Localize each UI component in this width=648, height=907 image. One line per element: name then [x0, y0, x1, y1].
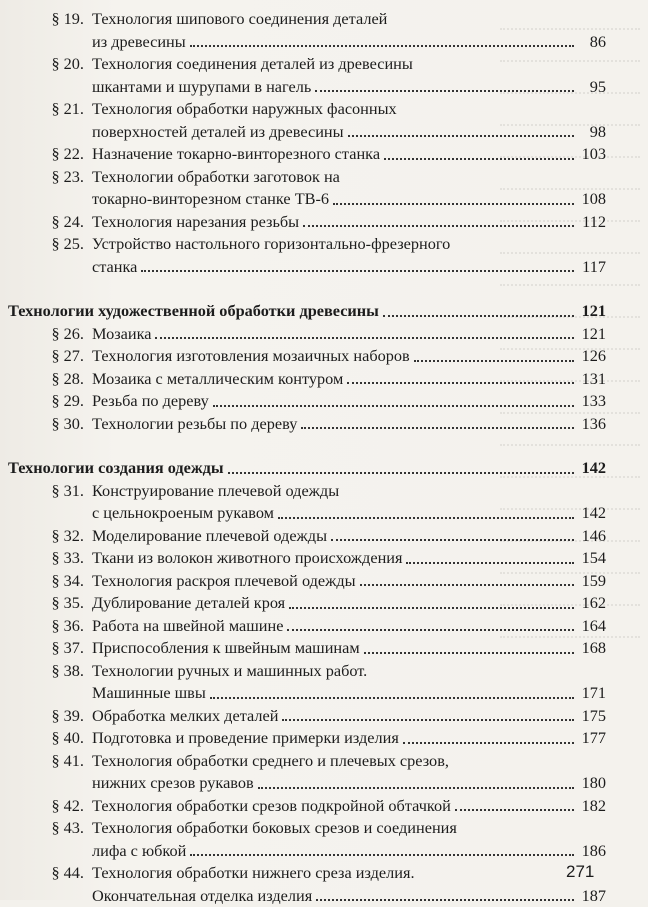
toc-entry[interactable]: [6, 795, 606, 818]
toc-section-number: § 44.: [6, 862, 92, 885]
toc-page-number: 182: [578, 795, 606, 818]
toc-section-number: § 21.: [6, 98, 92, 121]
toc-section-number: § 37.: [6, 637, 92, 660]
toc-section-number: § 28.: [6, 368, 92, 391]
toc-entry-title: Технология обработки срезов подкройной обтачкой: [92, 795, 451, 818]
leader-dots: [289, 606, 574, 609]
toc-entry-title: Технология шипового соединения деталей: [92, 8, 387, 31]
leader-dots: [364, 651, 574, 654]
toc-entry[interactable]: [6, 525, 606, 548]
toc-section-number: § 33.: [6, 547, 92, 570]
leader-dots: [348, 134, 574, 137]
toc-entry-title: Технология обработки нижнего среза изделия.: [92, 862, 415, 885]
toc-page-number: 126: [578, 345, 606, 368]
leader-dots: [190, 44, 574, 47]
toc-entry-title: Мозаика: [92, 323, 151, 346]
toc-section-heading[interactable]: [6, 300, 606, 323]
toc-page-number: 86: [578, 31, 606, 54]
toc-entry[interactable]: [6, 862, 606, 907]
leader-dots: [228, 471, 574, 474]
toc-section-number: § 42.: [6, 795, 92, 818]
toc-page-number: 103: [578, 143, 606, 166]
toc-page-number: 98: [578, 121, 606, 144]
leader-dots: [303, 224, 574, 227]
leader-dots: [190, 853, 574, 856]
toc-section-number: § 22.: [6, 143, 92, 166]
toc-page-number: 121: [578, 300, 606, 323]
toc-section-number: § 36.: [6, 615, 92, 638]
toc-entry[interactable]: [6, 547, 606, 570]
toc-entry-title: Технология изготовления мозаичных наборов: [92, 345, 410, 368]
toc-section-number: § 24.: [6, 211, 92, 234]
toc-entry-title: токарно-винторезном станке ТВ-6: [92, 188, 329, 211]
toc-entry-title: Резьба по дереву: [92, 390, 209, 413]
toc-page-number: 168: [578, 637, 606, 660]
toc-section-number: § 34.: [6, 570, 92, 593]
toc-page-number: 142: [578, 502, 606, 525]
toc-entry[interactable]: [6, 143, 606, 166]
toc-entry[interactable]: [6, 166, 606, 211]
toc-entry-title: Технологии резьбы по дереву: [92, 413, 297, 436]
toc-entry-title: Технология раскроя плечевой одежды: [92, 570, 356, 593]
toc-entry-title: Технология соединения деталей из древесины: [92, 53, 413, 76]
leader-dots: [333, 202, 574, 205]
toc-section-number: § 20.: [6, 53, 92, 76]
toc-entry-title: поверхностей деталей из древесины: [92, 121, 344, 144]
leader-dots: [287, 628, 574, 631]
leader-dots: [360, 583, 574, 586]
toc-entry-title: нижних срезов рукавов: [92, 772, 254, 795]
leader-dots: [155, 336, 574, 339]
leader-dots: [282, 718, 574, 721]
toc-section-number: § 39.: [6, 705, 92, 728]
toc-page-number: 154: [578, 547, 606, 570]
toc-entry-title: Конструирование плечевой одежды: [92, 480, 339, 503]
leader-dots: [141, 269, 574, 272]
leader-dots: [258, 786, 574, 789]
toc-entry[interactable]: [6, 53, 606, 98]
toc-entry-title: Приспособления к швейным машинам: [92, 637, 360, 660]
toc-page-number: 164: [578, 615, 606, 638]
leader-dots: [403, 741, 574, 744]
toc-entry[interactable]: [6, 637, 606, 660]
toc-entry[interactable]: [6, 211, 606, 234]
page-number: 271: [566, 862, 594, 882]
table-of-contents: [6, 8, 606, 907]
toc-entry[interactable]: [6, 727, 606, 750]
toc-entry[interactable]: [6, 98, 606, 143]
toc-page-number: 108: [578, 188, 606, 211]
leader-dots: [455, 808, 574, 811]
toc-entry-title: Технология обработки наружных фасонных: [92, 98, 397, 121]
leader-dots: [384, 157, 574, 160]
toc-entry-title: Назначение токарно-винторезного станка: [92, 143, 380, 166]
toc-page-number: 95: [578, 76, 606, 99]
toc-page-number: 175: [578, 705, 606, 728]
toc-entry-title: Мозаика с металлическим контуром: [92, 368, 343, 391]
toc-entry[interactable]: [6, 390, 606, 413]
leader-dots: [383, 314, 574, 317]
section-gap: [6, 278, 606, 300]
toc-entry-title: Технологии создания одежды: [6, 457, 224, 480]
toc-section-number: § 27.: [6, 345, 92, 368]
toc-page-number: 142: [578, 457, 606, 480]
toc-entry-title: Подготовка и проведение примерки изделия: [92, 727, 399, 750]
toc-page-number: 171: [578, 682, 606, 705]
toc-section-number: § 30.: [6, 413, 92, 436]
toc-entry[interactable]: [6, 323, 606, 346]
toc-entry-title: Окончательная отделка изделия: [92, 885, 312, 907]
toc-section-number: § 29.: [6, 390, 92, 413]
toc-entry-title: лифа с юбкой: [92, 840, 186, 863]
toc-entry-title: Технология обработки среднего и плечевых срезов,: [92, 750, 449, 773]
toc-section-number: § 43.: [6, 817, 92, 840]
section-gap: [6, 435, 606, 457]
toc-section-number: § 41.: [6, 750, 92, 773]
toc-entry[interactable]: [6, 705, 606, 728]
toc-page-number: 136: [578, 413, 606, 436]
toc-page-number: 146: [578, 525, 606, 548]
toc-page-number: 131: [578, 368, 606, 391]
toc-section-heading[interactable]: [6, 457, 606, 480]
toc-entry-title: Обработка мелких деталей: [92, 705, 278, 728]
toc-page-number: 133: [578, 390, 606, 413]
toc-entry-title: Технология обработки боковых срезов и соединения: [92, 817, 457, 840]
leader-dots: [210, 696, 574, 699]
toc-entry[interactable]: [6, 592, 606, 615]
toc-page-number: 180: [578, 772, 606, 795]
toc-entry[interactable]: [6, 413, 606, 436]
toc-page-number: 187: [578, 885, 606, 907]
toc-entry-title: Технологии художественной обработки древесины: [6, 300, 379, 323]
toc-page-number: 186: [578, 840, 606, 863]
toc-entry-title: Устройство настольного горизонтально-фрезерного: [92, 233, 450, 256]
toc-entry-title: Ткани из волокон животного происхождения: [92, 547, 402, 570]
leader-dots: [347, 381, 574, 384]
toc-entry-title: Машинные швы: [92, 682, 206, 705]
toc-section-number: § 35.: [6, 592, 92, 615]
toc-entry[interactable]: [6, 368, 606, 391]
toc-section-number: § 25.: [6, 233, 92, 256]
toc-entry-title: Технологии ручных и машинных работ.: [92, 660, 367, 683]
toc-page-number: 177: [578, 727, 606, 750]
toc-entry[interactable]: [6, 750, 606, 795]
leader-dots: [315, 89, 574, 92]
toc-section-number: § 40.: [6, 727, 92, 750]
toc-entry-title: с цельнокроеным рукавом: [92, 502, 274, 525]
leader-dots: [301, 426, 574, 429]
leader-dots: [331, 538, 574, 541]
toc-entry[interactable]: [6, 233, 606, 278]
toc-entry[interactable]: [6, 8, 606, 53]
toc-entry-title: Работа на швейной машине: [92, 615, 283, 638]
toc-section-number: § 26.: [6, 323, 92, 346]
toc-entry-title: Технология нарезания резьбы: [92, 211, 299, 234]
toc-entry[interactable]: [6, 480, 606, 525]
leader-dots: [213, 404, 574, 407]
toc-section-number: § 38.: [6, 660, 92, 683]
toc-entry-title: Дублирование деталей кроя: [92, 592, 285, 615]
toc-entry-title: Технологии обработки заготовок на: [92, 166, 340, 189]
toc-entry[interactable]: [6, 615, 606, 638]
leader-dots: [406, 561, 574, 564]
toc-section-number: § 23.: [6, 166, 92, 189]
toc-entry[interactable]: [6, 817, 606, 862]
leader-dots: [278, 516, 574, 519]
toc-page-number: 112: [578, 211, 606, 234]
toc-page-number: 121: [578, 323, 606, 346]
toc-entry-title: из древесины: [92, 31, 186, 54]
toc-section-number: § 32.: [6, 525, 92, 548]
toc-entry-title: станка: [92, 256, 137, 279]
toc-entry[interactable]: [6, 660, 606, 705]
toc-entry[interactable]: [6, 345, 606, 368]
toc-section-number: § 31.: [6, 480, 92, 503]
toc-section-number: § 19.: [6, 8, 92, 31]
toc-entry[interactable]: [6, 570, 606, 593]
toc-page-number: 162: [578, 592, 606, 615]
toc-page-number: 159: [578, 570, 606, 593]
leader-dots: [414, 359, 574, 362]
toc-entry-title: Моделирование плечевой одежды: [92, 525, 327, 548]
toc-entry-title: шкантами и шурупами в нагель: [92, 76, 311, 99]
toc-page-number: 117: [578, 256, 606, 279]
